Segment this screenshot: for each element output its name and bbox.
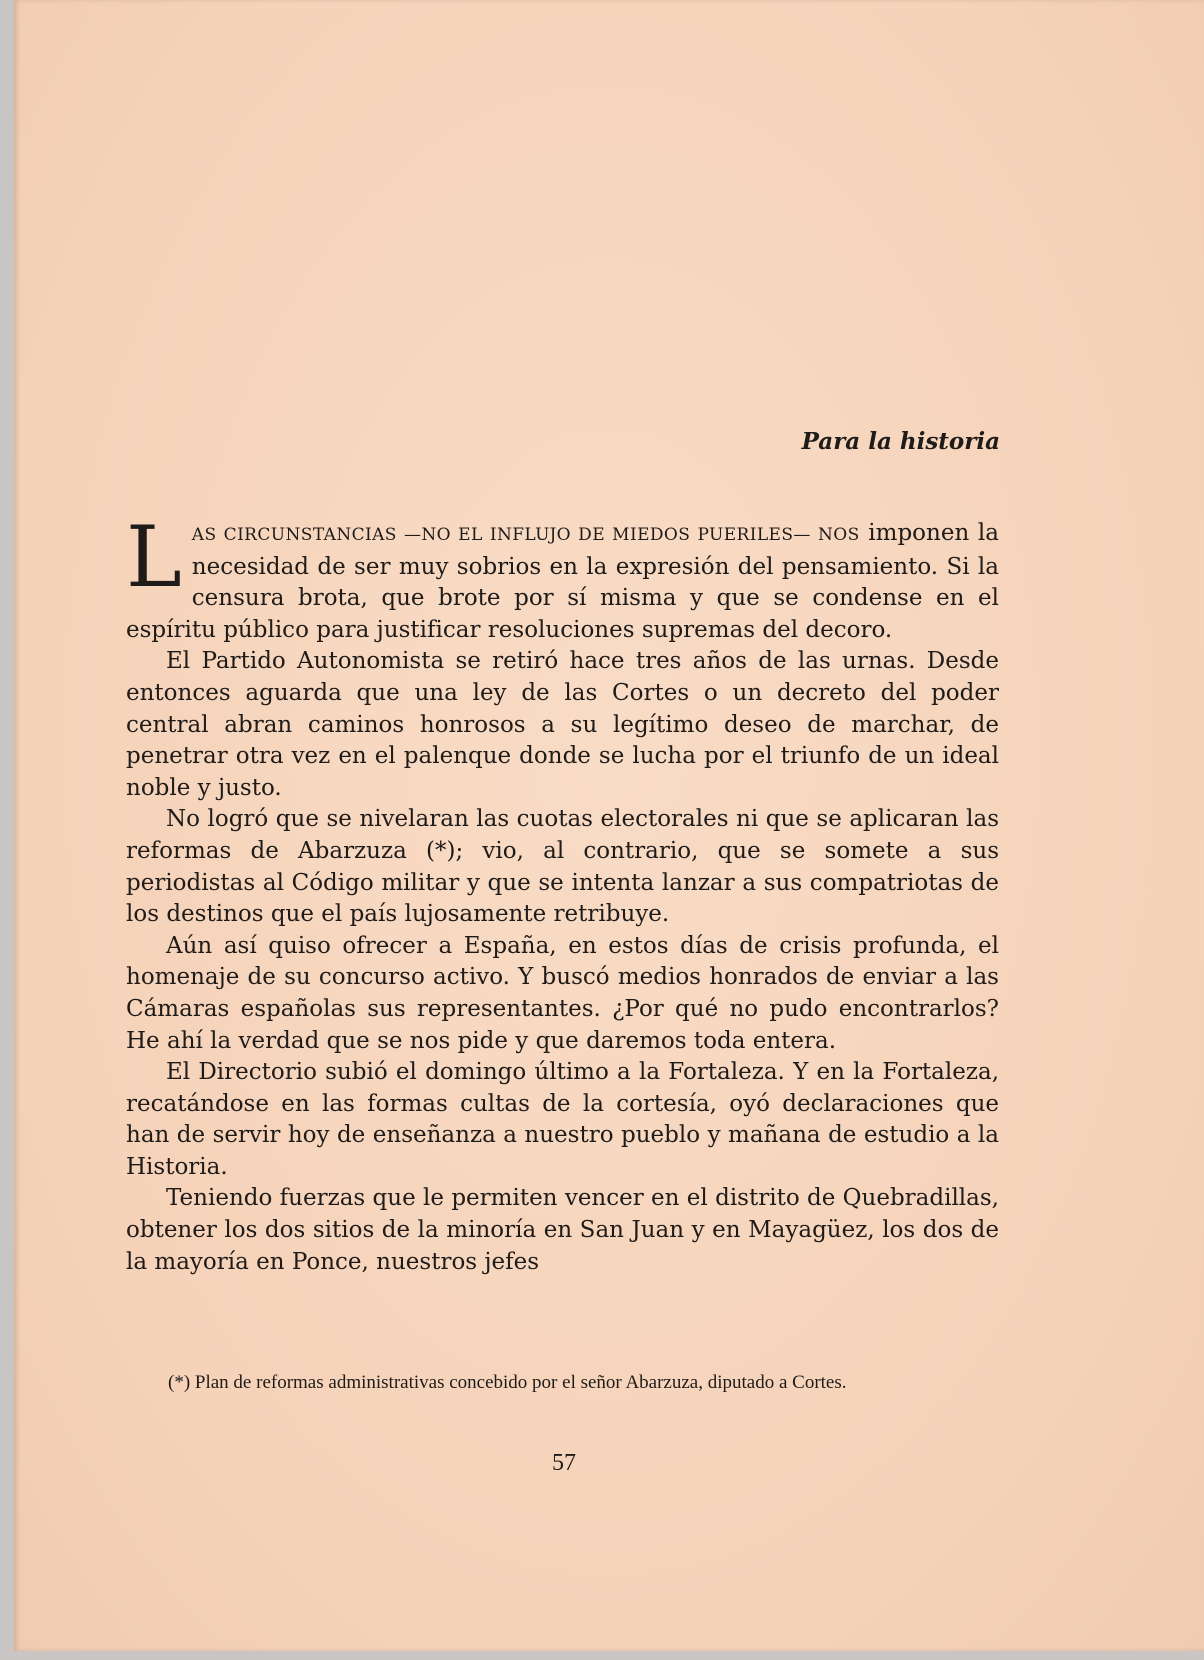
paragraph-1-rest: imponen la necesidad de ser muy sobrios en la expresión del pensamiento. Si la censura brota, que brote por sí misma y que se condense en el espíritu público para justificar resoluciones supremas del decoro.: [126, 520, 1000, 643]
paragraph-3: No logró que se nivelaran las cuotas electorales ni que se aplicaran las reformas de Abarzuza (*); vio, al contrario, que se somete a sus periodistas al Código militar y que se intenta lanzar a sus compatriotas de los destinos que el país lujosamente retribuye.: [126, 806, 999, 928]
footnote: (*) Plan de reformas administrativas concebido por el señor Abarzuza, diputado a Cortes.: [168, 1372, 847, 1393]
article-body: [126, 508, 1000, 1278]
paragraph-4: Aún así quiso ofrecer a España, en estos días de crisis profunda, el homenaje de su concurso activo. Y buscó medios honrados de enviar a las Cámaras españolas sus representantes. ¿Por qué no pudo encontrarlos? He ahí la verdad que se nos pide y que daremos toda entera.: [126, 932, 999, 1054]
book-page: [14, 0, 1204, 1651]
section-title: Para la historia: [801, 428, 1000, 455]
lead-small-caps: AS CIRCUNSTANCIAS —NO EL INFLUJO DE MIEDOS PUERILES— NOS: [191, 525, 860, 545]
paragraph-2: El Partido Autonomista se retiró hace tres años de las urnas. Desde entonces aguarda que una ley de las Cortes o un decreto del poder central abran caminos honrosos a su legítimo deseo de marchar, de penetrar otra vez en el palenque donde se lucha por el triunfo de un ideal noble y justo.: [126, 648, 999, 801]
paragraph-5: El Directorio subió el domingo último a la Fortaleza. Y en la Fortaleza, recatándose en las formas cultas de la cortesía, oyó declaraciones que han de servir hoy de enseñanza a nuestro pueblo y mañana de estudio a la Historia.: [126, 1059, 999, 1180]
paragraph-1: [126, 508, 1000, 646]
paragraph-6: Teniendo fuerzas que le permiten vencer en el distrito de Quebradillas, obtener los dos sitios de la minoría en San Juan y en Mayagüez, los dos de la mayoría en Ponce, nuestros jefes: [126, 1185, 999, 1275]
page-number: 57: [552, 1450, 576, 1476]
drop-cap: L: [126, 508, 182, 606]
